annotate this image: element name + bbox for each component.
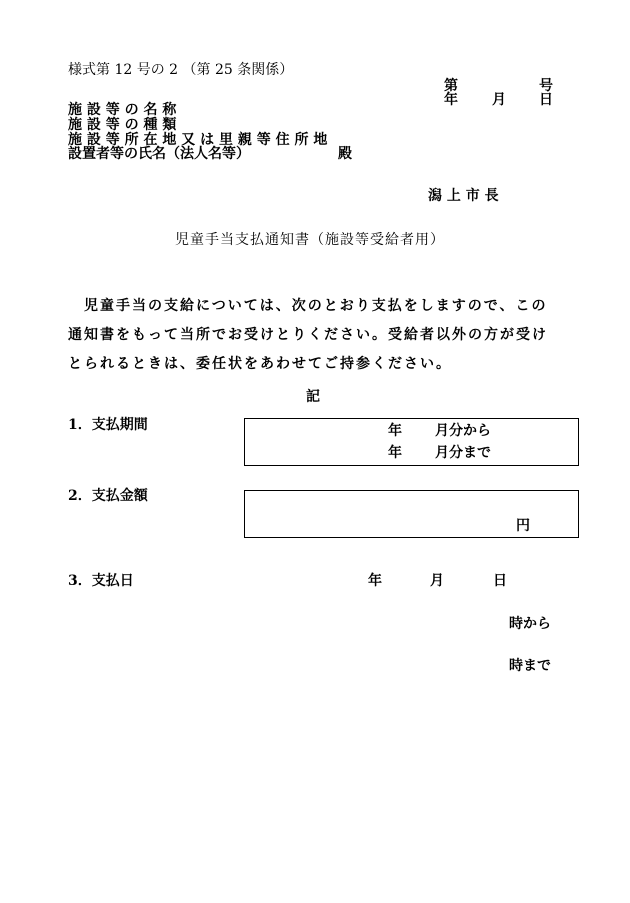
date-day: 日 [539,92,553,108]
payday-day: 日 [493,573,507,589]
payday-year: 年 [368,573,382,589]
ki-heading: 記 [306,389,320,405]
period-to-year: 年 [388,445,402,461]
period-to-month: 月分まで [435,445,491,461]
payday-time-from: 時から [509,616,551,632]
payday-time-to: 時まで [509,658,551,674]
doc-number-prefix: 第 [444,78,458,94]
doc-number-suffix: 号 [539,78,553,94]
payment-amount-label: 2．支払金額 [68,488,148,504]
period-from-year: 年 [388,423,402,439]
period-from-month: 月分から [435,423,491,439]
payday-month: 月 [430,573,444,589]
facility-address-label: 施 設 等 所 在 地 又 は 里 親 等 住 所 地 [68,132,328,148]
issuer: 潟 上 市 長 [428,188,499,204]
founder-name-label: 設置者等の氏名（法人名等） [68,146,250,162]
date-month: 月 [492,92,506,108]
date-year: 年 [444,92,458,108]
payment-amount-box [244,490,579,538]
facility-name-label: 施 設 等 の 名 称 [68,102,177,118]
document-title: 児童手当支払通知書（施設等受給者用） [175,232,445,248]
honorific: 殿 [338,146,352,162]
facility-type-label: 施 設 等 の 種 類 [68,117,177,133]
form-id: 様式第 12 号の 2 （第 25 条関係） [68,62,294,78]
payment-date-label: 3．支払日 [68,573,134,589]
payment-period-label: 1．支払期間 [68,417,148,433]
payment-period-box [244,418,579,466]
amount-unit: 円 [516,518,530,534]
body-paragraph: 児童手当の支給については、次のとおり支払をしますので、この通知書をもって当所でお受けとりください。受給者以外の方が受けとられるときは、委任状をあわせてご持参ください。 [68,298,548,372]
